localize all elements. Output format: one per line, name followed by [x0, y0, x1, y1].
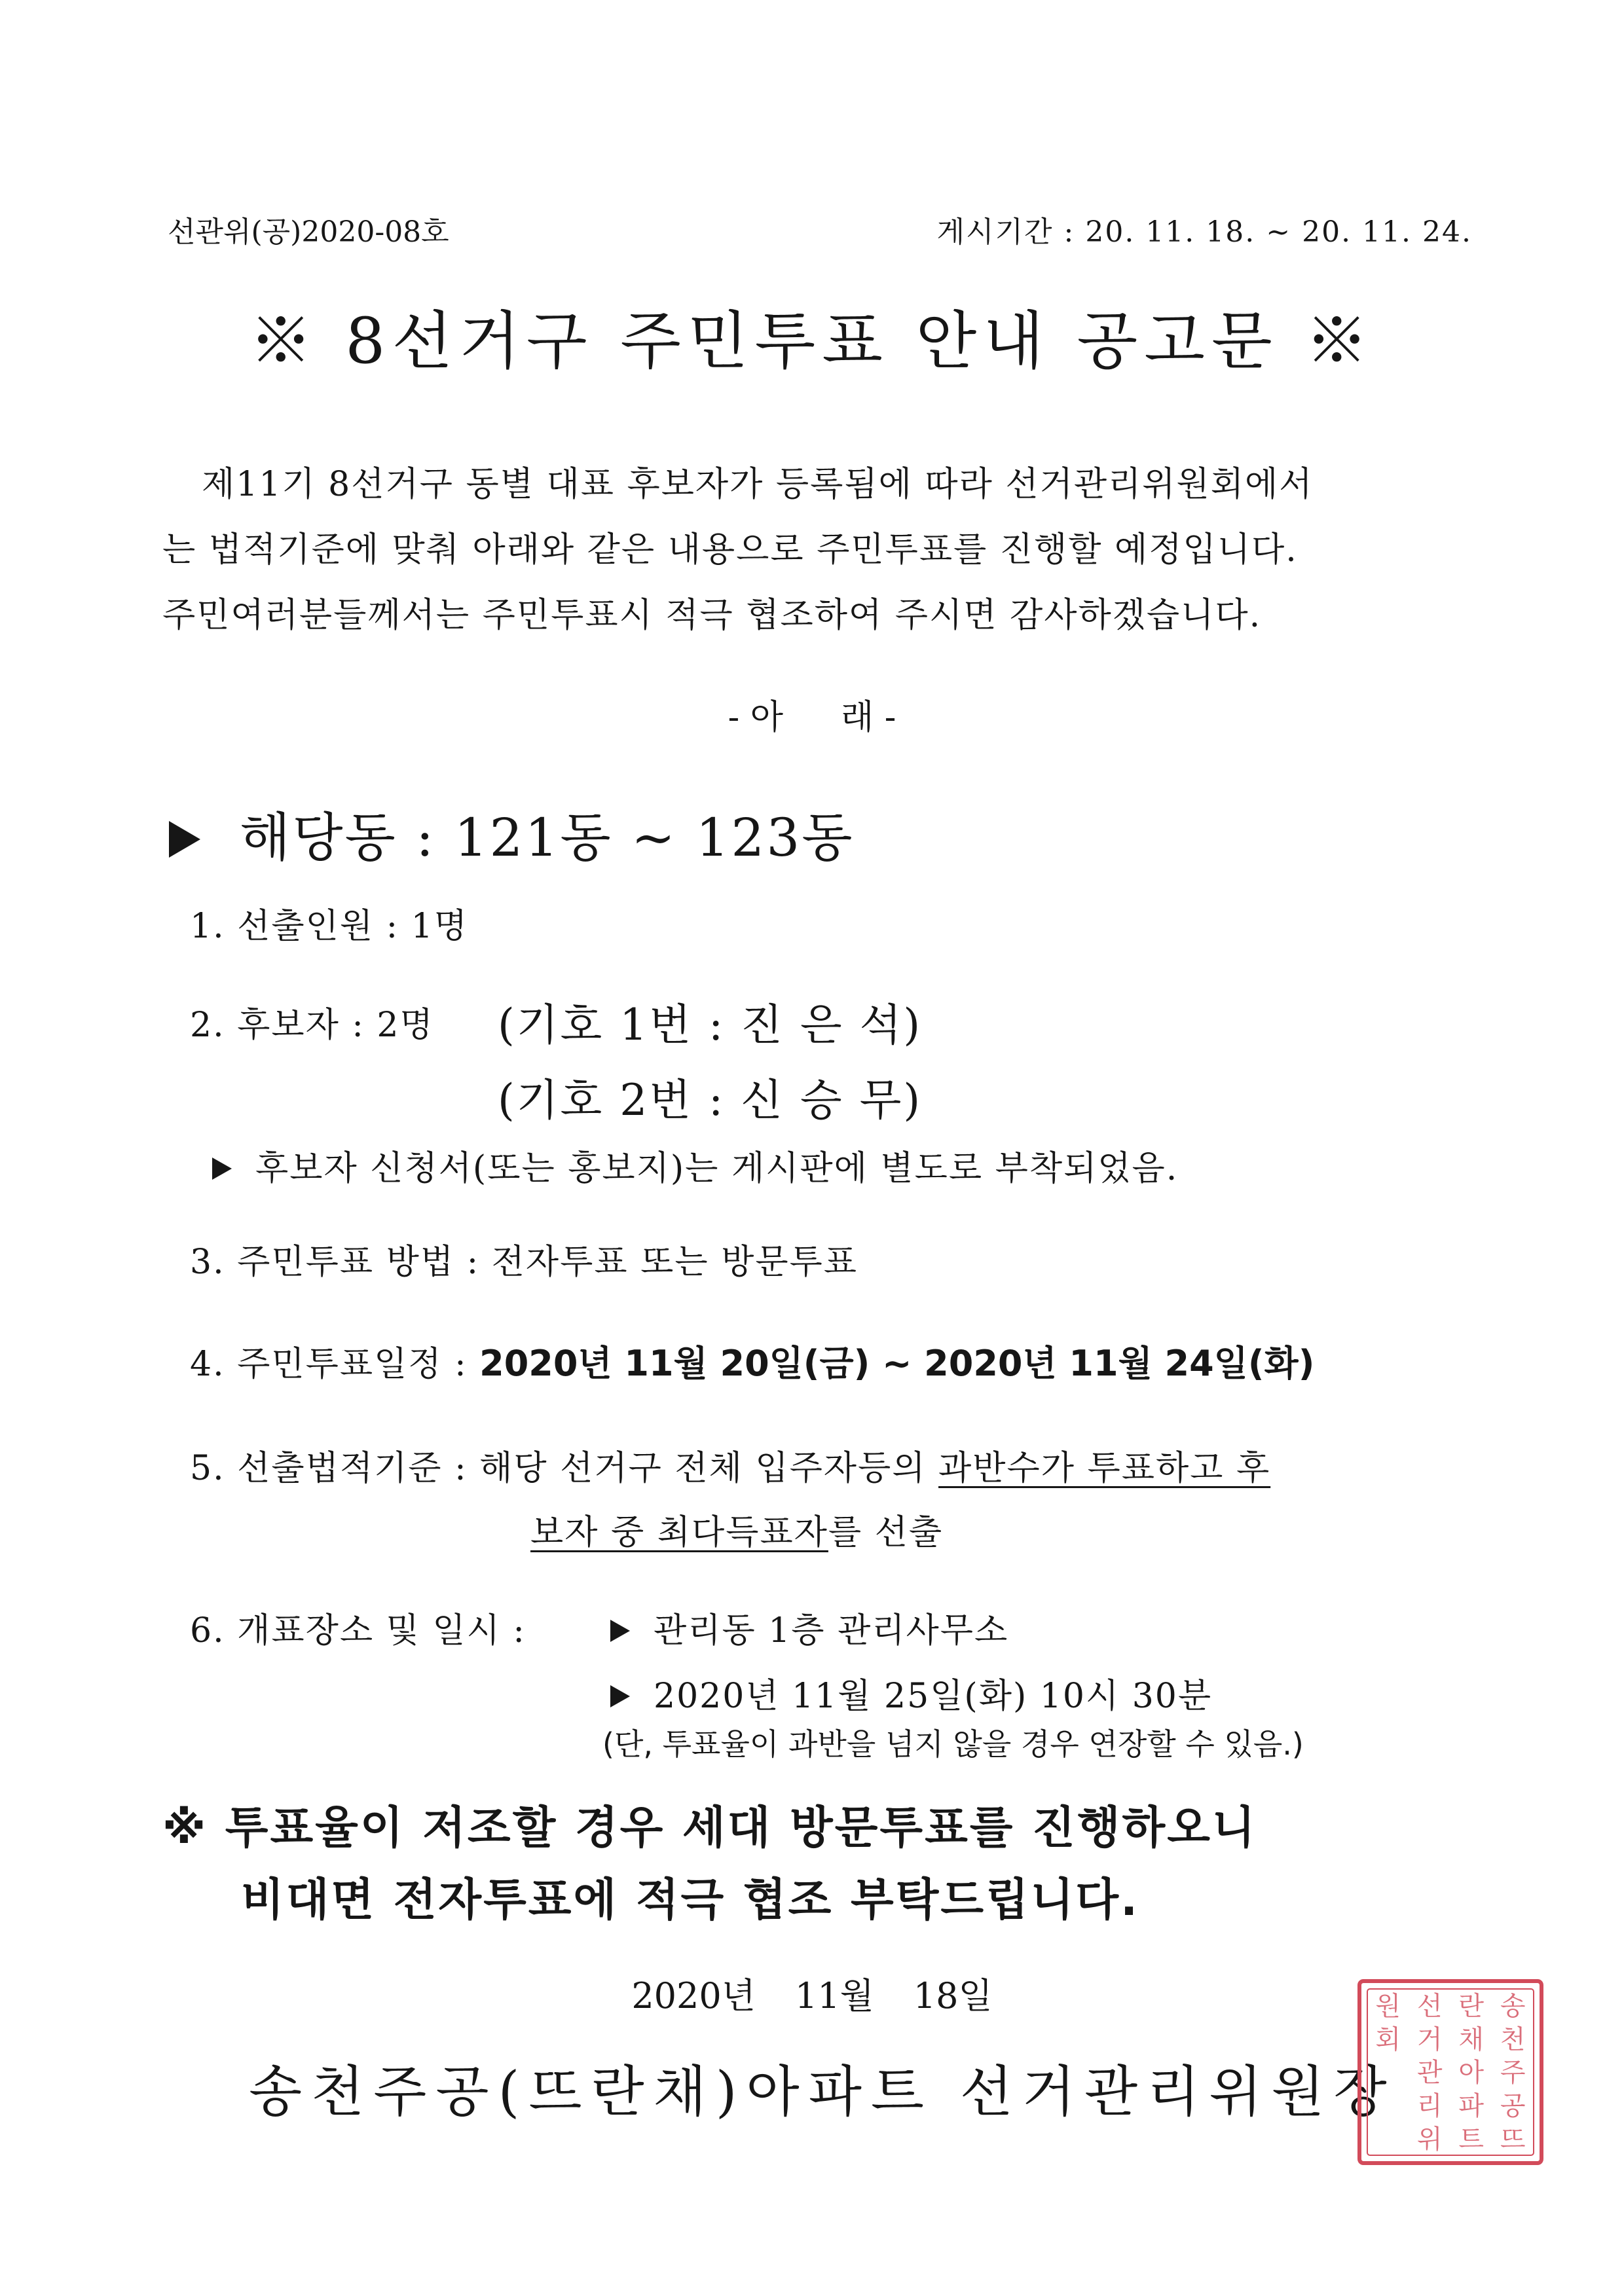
warning-line-1: ※ 투표율이 저조할 경우 세대 방문투표를 진행하오니	[162, 1802, 1257, 1854]
item-5-text-d: 를 선출	[828, 1513, 944, 1552]
date-month: 11월	[794, 1975, 874, 2016]
intro-paragraph	[162, 452, 1485, 648]
item-5-label: 5. 선출법적기준 :	[190, 1449, 468, 1488]
warning-line-2: 비대면 전자투표에 적극 협조 부탁드립니다.	[241, 1874, 1139, 1926]
seal-glyph: 위	[1416, 2124, 1443, 2155]
triangle-bullet-icon	[610, 1620, 630, 1642]
seal-glyph: 트	[1458, 2124, 1485, 2155]
seal-glyph: 파	[1458, 2091, 1485, 2122]
triangle-bullet-icon	[610, 1685, 630, 1707]
seal-glyph: 회	[1375, 2024, 1401, 2055]
seal-glyph: 관	[1416, 2058, 1443, 2088]
item-3-voting-method: 3. 주민투표 방법 : 전자투표 또는 방문투표	[190, 1243, 858, 1282]
item-5-criteria-line-2	[530, 1504, 943, 1554]
seal-glyph-grid	[1375, 1992, 1525, 2155]
turnout-warning	[162, 1793, 1257, 1937]
item-4-value: 2020년 11월 20일(금) ~ 2020년 11월 24일(화)	[479, 1343, 1315, 1384]
document-number: 선관위(공)2020-08호	[168, 215, 449, 249]
item-6-note: (단, 투표율이 과반을 넘지 않을 경우 연장할 수 있음.)	[602, 1726, 1304, 1762]
official-seal	[1356, 1977, 1545, 2167]
candidate-2: (기호 2번 : 신 승 무)	[498, 1075, 923, 1125]
date-year: 2020년	[631, 1975, 756, 2016]
notice-title: ※ 8선거구 주민투표 안내 공고문 ※	[249, 304, 1375, 378]
seal-glyph: 뜨	[1500, 2124, 1526, 2155]
candidate-1: (기호 1번 : 진 은 석)	[498, 1000, 923, 1050]
item-1-elected-count: 1. 선출인원 : 1명	[190, 907, 468, 946]
seal-glyph: 리	[1416, 2091, 1443, 2122]
item-6-counting-label: 6. 개표장소 및 일시 :	[190, 1611, 526, 1650]
below-heading-right: 래 -	[841, 698, 896, 737]
candidate-note	[212, 1140, 1178, 1190]
seal-glyph: 송	[1500, 1991, 1526, 2022]
item-6-time	[610, 1668, 1212, 1717]
issuer-name: 송천주공(뜨란채)아파트 선거관리위원장	[249, 2060, 1396, 2124]
intro-line-2: 는 법적기준에 맞춰 아래와 같은 내용으로 주민투표를 진행할 예정입니다.	[162, 530, 1298, 570]
item-5-criteria-line-1	[190, 1440, 1270, 1489]
seal-glyph: 채	[1458, 2024, 1485, 2055]
triangle-bullet-icon	[169, 821, 200, 858]
item-4-voting-schedule	[190, 1336, 1314, 1386]
seal-glyph: 란	[1458, 1991, 1485, 2022]
item-2-candidates-label: 2. 후보자 : 2명	[190, 1006, 434, 1045]
item-6-time-text: 2020년 11월 25일(화) 10시 30분	[654, 1677, 1213, 1716]
item-4-label: 4. 주민투표일정 :	[190, 1345, 468, 1384]
seal-glyph: 선	[1416, 1991, 1443, 2022]
seal-glyph: 아	[1458, 2058, 1485, 2088]
candidate-note-text: 후보자 신청서(또는 홍보지)는 게시판에 별도로 부착되었음.	[255, 1149, 1179, 1188]
item-5-text-b: 과반수가 투표하고 후	[938, 1449, 1271, 1488]
target-buildings	[169, 795, 855, 871]
posting-period: 게시기간 : 20. 11. 18. ~ 20. 11. 24.	[936, 215, 1472, 249]
seal-glyph: 공	[1500, 2091, 1526, 2122]
item-5-text-a: 해당 선거구 전체 입주자등의	[479, 1449, 927, 1488]
seal-glyph: 천	[1500, 2024, 1526, 2055]
item-6-place	[610, 1603, 1008, 1652]
triangle-bullet-icon	[212, 1157, 232, 1180]
seal-glyph: 원	[1375, 1991, 1401, 2022]
seal-glyph: 주	[1500, 2058, 1526, 2088]
target-buildings-text: 해당동 : 121동 ~ 123동	[240, 807, 855, 868]
item-5-text-c: 보자 중 최다득표자	[530, 1513, 828, 1552]
intro-line-3: 주민여러분들께서는 주민투표시 적극 협조하여 주시면 감사하겠습니다.	[162, 596, 1262, 635]
date-day: 18일	[913, 1975, 993, 2016]
below-heading-left: - 아	[728, 698, 783, 737]
item-6-place-text: 관리동 1층 관리사무소	[654, 1611, 1009, 1650]
intro-line-1: 제11기 8선거구 동별 대표 후보자가 등록됨에 따라 선거관리위원회에서	[202, 465, 1314, 504]
seal-glyph: 거	[1416, 2024, 1443, 2055]
below-heading	[0, 689, 1624, 738]
